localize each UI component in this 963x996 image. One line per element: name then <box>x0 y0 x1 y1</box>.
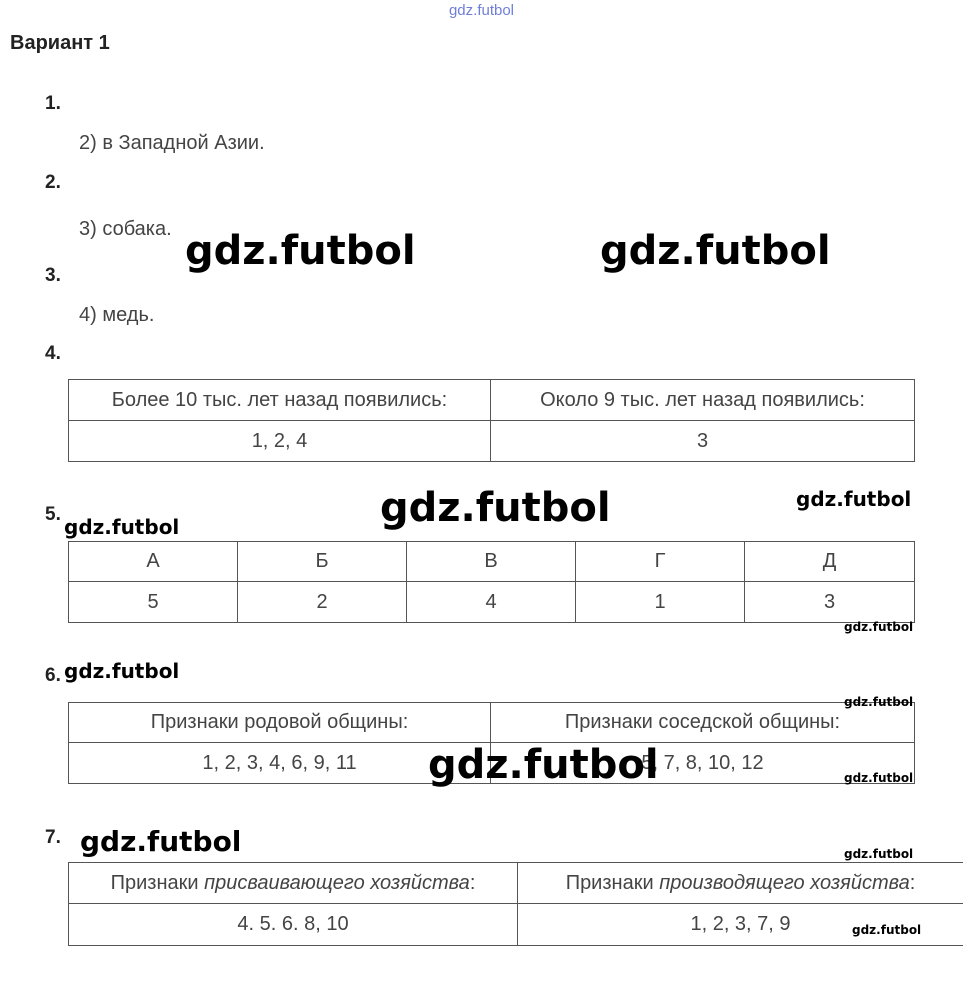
table-header-cell: Около 9 тыс. лет назад появились: <box>491 380 915 421</box>
page-title: Вариант 1 <box>10 32 110 54</box>
header-emphasis: производящего хозяйства <box>659 871 910 894</box>
question-5-table <box>68 541 915 623</box>
header-suffix: : <box>909 871 916 894</box>
question-4-table <box>68 379 915 462</box>
watermark: gdz.futbol <box>600 228 831 274</box>
table-cell: 1, 2, 3, 7, 9 <box>518 904 963 946</box>
table-header-cell: Признаки соседской общины: <box>491 703 915 743</box>
watermark: gdz.futbol <box>844 847 914 861</box>
question-7-number: 7. <box>45 827 61 848</box>
table-header-cell: Признаки родовой общины: <box>69 703 491 743</box>
table-header-row <box>69 542 915 582</box>
question-4-number: 4. <box>45 343 61 364</box>
table-header-row <box>69 703 915 743</box>
question-2-answer: 3) собака. <box>79 218 172 240</box>
table-row <box>69 582 915 623</box>
watermark: gdz.futbol <box>796 487 912 511</box>
table-cell: 4 <box>407 582 576 623</box>
table-header-cell: Д <box>745 542 915 582</box>
question-2-number: 2. <box>45 172 61 193</box>
table-cell: 5, 7, 8, 10, 12 <box>491 743 915 784</box>
table-cell: 4. 5. 6. 8, 10 <box>69 904 518 946</box>
watermark: gdz.futbol <box>64 659 180 683</box>
table-header-cell: В <box>407 542 576 582</box>
question-5-number: 5. <box>45 504 61 525</box>
table-cell: 1, 2, 3, 4, 6, 9, 11 <box>69 743 491 784</box>
table-row <box>69 421 915 462</box>
table-header-cell: Более 10 тыс. лет назад появились: <box>69 380 491 421</box>
table-header-cell: Г <box>576 542 745 582</box>
watermark: gdz.futbol <box>80 825 242 858</box>
watermark: gdz.futbol <box>185 228 416 274</box>
table-cell: 3 <box>491 421 915 462</box>
question-1-answer: 2) в Западной Азии. <box>79 132 265 154</box>
header-prefix: Признаки <box>110 871 205 894</box>
table-header-cell <box>69 863 518 904</box>
watermark: gdz.futbol <box>64 515 180 539</box>
table-header-cell: Б <box>238 542 407 582</box>
watermark: gdz.futbol <box>844 695 914 709</box>
question-1-number: 1. <box>45 93 61 114</box>
watermark: gdz.futbol <box>428 742 659 788</box>
watermark: gdz.futbol <box>844 771 914 785</box>
question-7-table <box>68 862 963 946</box>
question-6-number: 6. <box>45 665 61 686</box>
question-3-answer: 4) медь. <box>79 304 155 326</box>
header-suffix: : <box>469 871 476 894</box>
header-emphasis: присваивающего хозяйства <box>204 871 470 894</box>
top-watermark: gdz.futbol <box>448 2 515 19</box>
question-3-number: 3. <box>45 265 61 286</box>
table-row <box>69 904 963 946</box>
watermark: gdz.futbol <box>380 485 611 531</box>
table-cell: 3 <box>745 582 915 623</box>
watermark: gdz.futbol <box>852 923 922 937</box>
table-cell: 5 <box>69 582 238 623</box>
table-header-row <box>69 380 915 421</box>
table-header-cell: А <box>69 542 238 582</box>
table-cell: 1, 2, 4 <box>69 421 491 462</box>
table-header-row <box>69 863 963 904</box>
header-prefix: Признаки <box>565 871 660 894</box>
table-cell: 1 <box>576 582 745 623</box>
table-cell: 2 <box>238 582 407 623</box>
table-header-cell <box>518 863 963 904</box>
watermark: gdz.futbol <box>844 620 914 634</box>
